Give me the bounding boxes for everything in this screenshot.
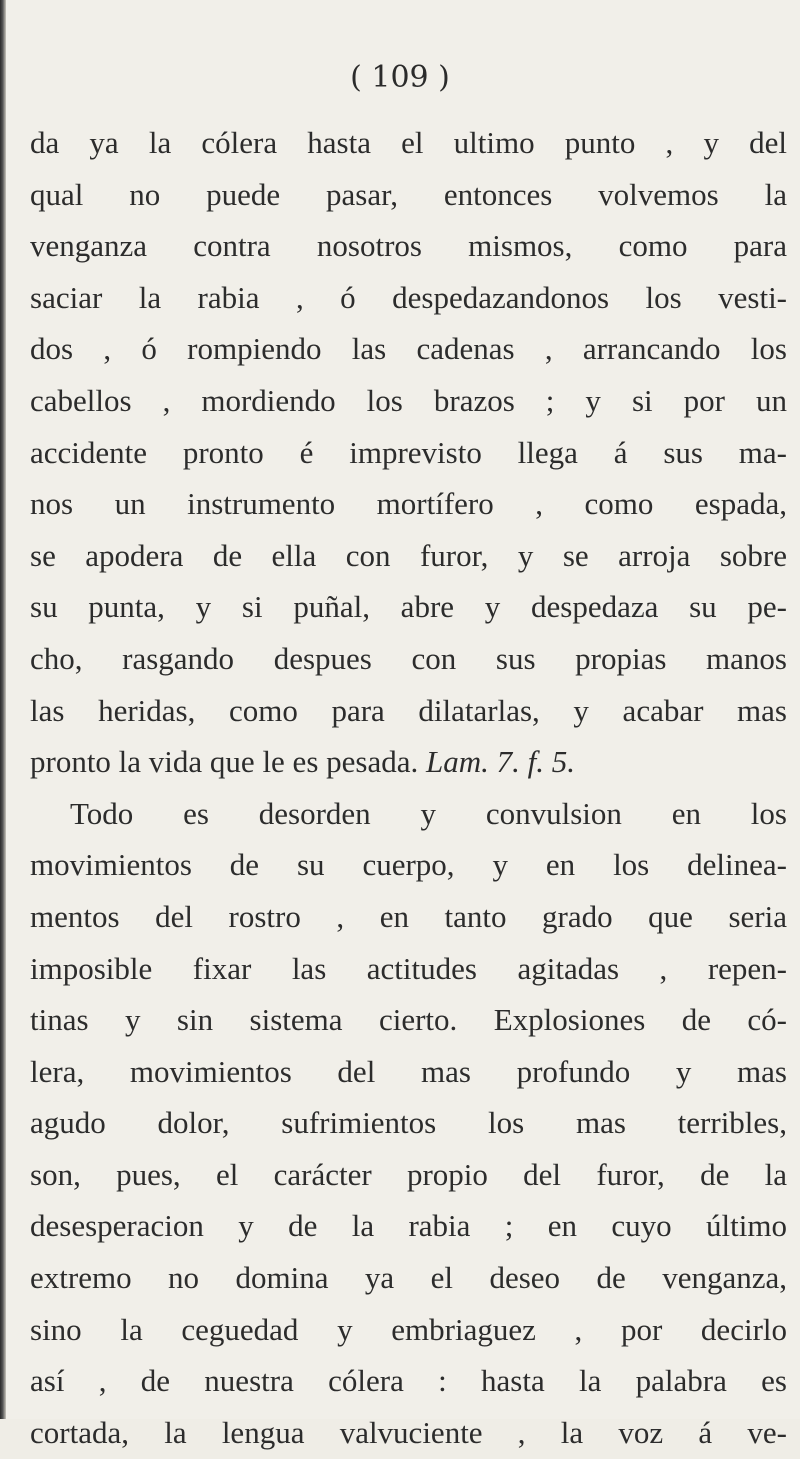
text-line: su punta, y si puñal, abre y despedaza su pe- <box>30 589 787 625</box>
text-line: qual no puede pasar, entonces volvemos la <box>30 176 787 212</box>
text-line: saciar la rabia , ó despedazandonos los vesti- <box>30 279 787 315</box>
text-line: cabellos , mordiendo los brazos ; y si por un <box>30 382 787 418</box>
text-line: agudo dolor, sufrimientos los mas terribles, <box>30 1105 787 1141</box>
text-line: extremo no domina ya el deseo de venganza, <box>30 1260 787 1296</box>
text-line: las heridas, como para dilatarlas, y acabar mas <box>30 692 787 728</box>
text-line: cortada, la lengua valvuciente , la voz á ve- <box>30 1414 787 1450</box>
text-line: movimientos de su cuerpo, y en los delinea- <box>30 847 787 883</box>
text-line: venganza contra nosotros mismos, como para <box>30 228 787 264</box>
text-line: da ya la cólera hasta el ultimo punto , y del <box>30 125 787 160</box>
text-line: cho, rasgando despues con sus propias manos <box>30 640 787 676</box>
text-line: dos , ó rompiendo las cadenas , arrancando los <box>30 331 787 367</box>
body-text <box>30 118 787 1459</box>
text-line-fragment: pronto la vida que le es pesada. <box>30 744 419 780</box>
text-line: Todo es desorden y convulsion en los <box>70 795 787 831</box>
page-spine-edge <box>0 0 6 1419</box>
text-line: sino la ceguedad y embriaguez , por decirlo <box>30 1311 787 1347</box>
text-line: son, pues, el carácter propio del furor, de la <box>30 1156 787 1192</box>
text-line: mentos del rostro , en tanto grado que seria <box>30 898 787 934</box>
text-line: se apodera de ella con furor, y se arroja sobre <box>30 537 787 573</box>
page-number: ( 109 ) <box>350 60 450 95</box>
text-line: imposible fixar las actitudes agitadas , repen- <box>30 950 787 986</box>
text-line: desesperacion y de la rabia ; en cuyo último <box>30 1208 787 1244</box>
text-line-with-plate-ref <box>30 737 787 789</box>
text-line: nos un instrumento mortífero , como espada, <box>30 486 787 522</box>
text-line: accidente pronto é imprevisto llega á sus ma- <box>30 434 787 470</box>
text-line: lera, movimientos del mas profundo y mas <box>30 1053 787 1089</box>
text-line: así , de nuestra cólera : hasta la palabra es <box>30 1363 787 1399</box>
plate-reference: Lam. 7. f. 5. <box>425 744 575 780</box>
text-line: tinas y sin sistema cierto. Explosiones de có- <box>30 1002 787 1038</box>
